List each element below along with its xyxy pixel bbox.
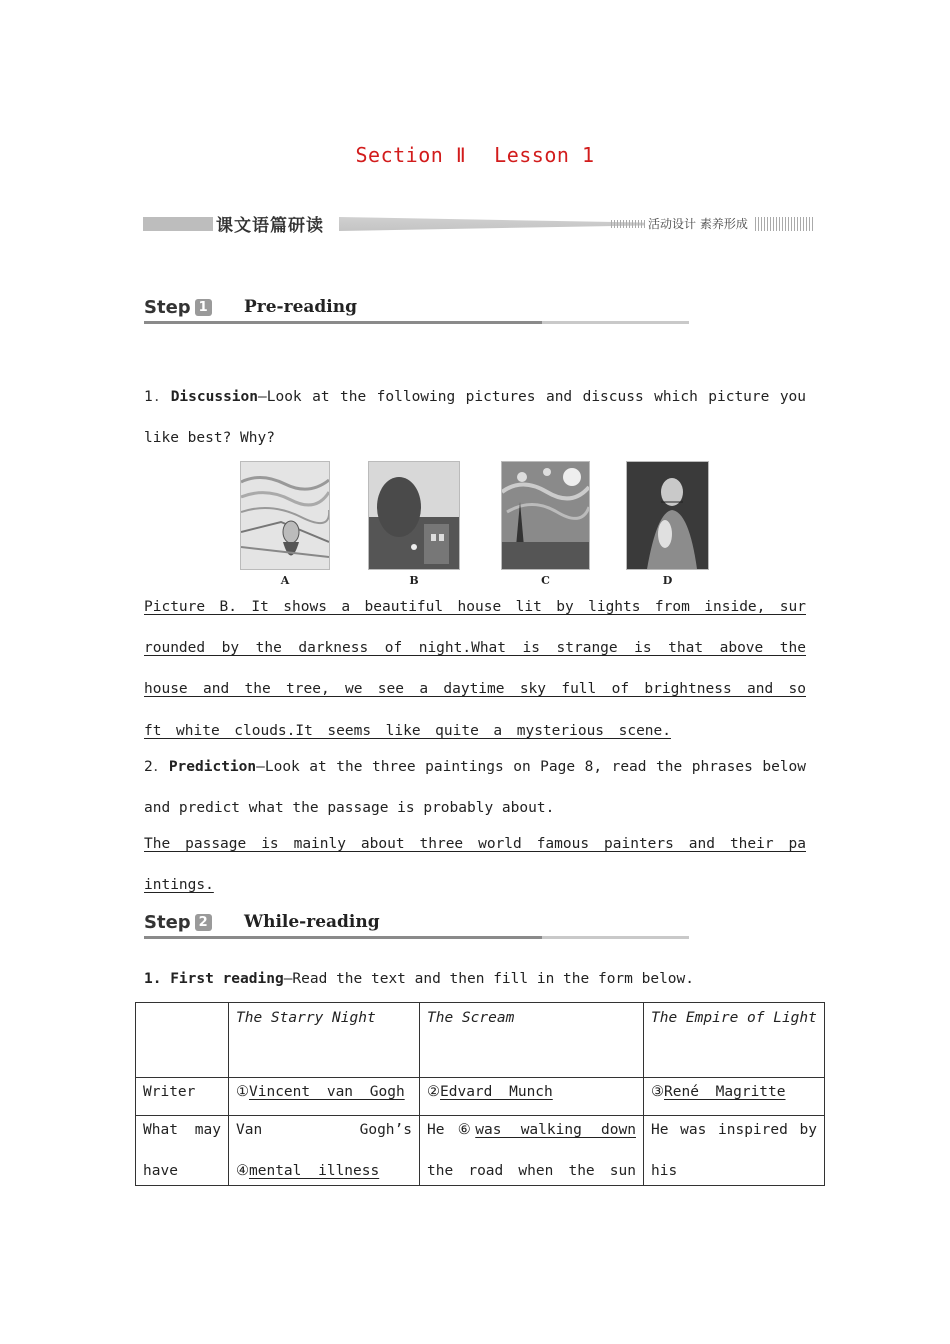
lesson-label: Lesson 1 <box>494 143 595 167</box>
caption-c: C <box>541 574 550 587</box>
discussion-answer-line3: house and the tree, we see a daytime sky full of brightness and so <box>144 681 806 697</box>
step2-rule <box>144 936 689 939</box>
first-reading-heading: 1. First reading <box>144 971 284 987</box>
table-row-writer <box>136 1078 825 1116</box>
picture-a <box>240 461 330 587</box>
scream-painting-image <box>240 461 330 570</box>
step2-header <box>144 912 689 938</box>
discussion-line2: like best? Why? <box>144 430 275 446</box>
banner-right-label: 活动设计 素养形成 <box>648 217 748 231</box>
prediction-answer-line1: The passage is mainly about three world famous painters and their pa <box>144 836 806 852</box>
writer-label: Writer <box>136 1078 229 1116</box>
prediction-answer-line2: intings. <box>144 877 214 893</box>
step1-header <box>144 297 689 323</box>
discussion-line1 <box>144 377 806 418</box>
section-label: Section Ⅱ <box>355 143 467 167</box>
step2-word: Step <box>144 912 191 933</box>
banner-dots-right <box>755 217 815 231</box>
picture-c <box>501 461 590 587</box>
first-reading-instruction <box>144 959 806 1000</box>
caption-d: D <box>662 574 673 587</box>
banner-bar-left <box>143 217 213 231</box>
prediction-heading: Prediction <box>168 759 257 775</box>
table-header-empire-of-light: The Empire of Light <box>644 1003 825 1078</box>
writer-scream: ②Edvard Munch <box>420 1078 644 1116</box>
discussion-text: —Look at the following pictures and discuss which picture you <box>258 389 807 405</box>
inspiration-label: What may have <box>136 1116 229 1186</box>
prediction-line2: and predict what the passage is probably about. <box>144 800 555 816</box>
discussion-heading: Discussion <box>170 389 258 405</box>
prediction-line1 <box>144 747 806 788</box>
prediction-number: 2． <box>144 759 169 775</box>
banner-dots <box>611 220 647 228</box>
step1-rule <box>144 321 689 324</box>
step1-number: 1 <box>195 299 212 316</box>
first-reading-text: —Read the text and then fill in the form below. <box>283 971 694 987</box>
step1-title: Pre-reading <box>244 297 357 317</box>
inspiration-starry-night: Van Gogh’s ④mental illness <box>229 1116 420 1186</box>
step2-number: 2 <box>195 914 212 931</box>
table-header-starry-night: The Starry Night <box>229 1003 420 1078</box>
lady-with-ermine-painting-image <box>626 461 709 570</box>
step1-word: Step <box>144 297 191 318</box>
inspiration-empire-of-light: He was inspired by his <box>644 1116 825 1186</box>
writer-empire-of-light: ③René Magritte <box>644 1078 825 1116</box>
caption-a: A <box>280 574 290 587</box>
picture-d <box>626 461 709 587</box>
banner-label: 课文语篇研读 <box>216 216 324 236</box>
table-header-scream: The Scream <box>420 1003 644 1078</box>
banner-bar-right <box>339 217 645 231</box>
empire-of-light-painting-image <box>368 461 460 570</box>
prediction-text: —Look at the three paintings on Page 8, read the phrases below <box>256 759 807 775</box>
table-row-inspiration <box>136 1116 825 1186</box>
reading-form-table <box>135 1002 825 1186</box>
page-title <box>0 143 950 167</box>
table-header-row <box>136 1003 825 1078</box>
writer-starry-night: ①Vincent van Gogh <box>229 1078 420 1116</box>
step2-title: While-reading <box>244 912 380 932</box>
discussion-answer-line2: rounded by the darkness of night.What is strange is that above the <box>144 640 806 656</box>
inspiration-scream: He ⑥was walking down the road when the sun <box>420 1116 644 1186</box>
table-header-empty <box>136 1003 229 1078</box>
section-banner <box>143 214 815 234</box>
discussion-answer-line4: ft white clouds.It seems like quite a mysterious scene. <box>144 723 671 739</box>
discussion-answer-line1: Picture B. It shows a beautiful house lit by lights from inside, sur <box>144 599 806 615</box>
caption-b: B <box>409 574 419 587</box>
picture-b <box>368 461 460 587</box>
starry-night-painting-image <box>501 461 590 570</box>
discussion-number: 1． <box>144 389 171 405</box>
